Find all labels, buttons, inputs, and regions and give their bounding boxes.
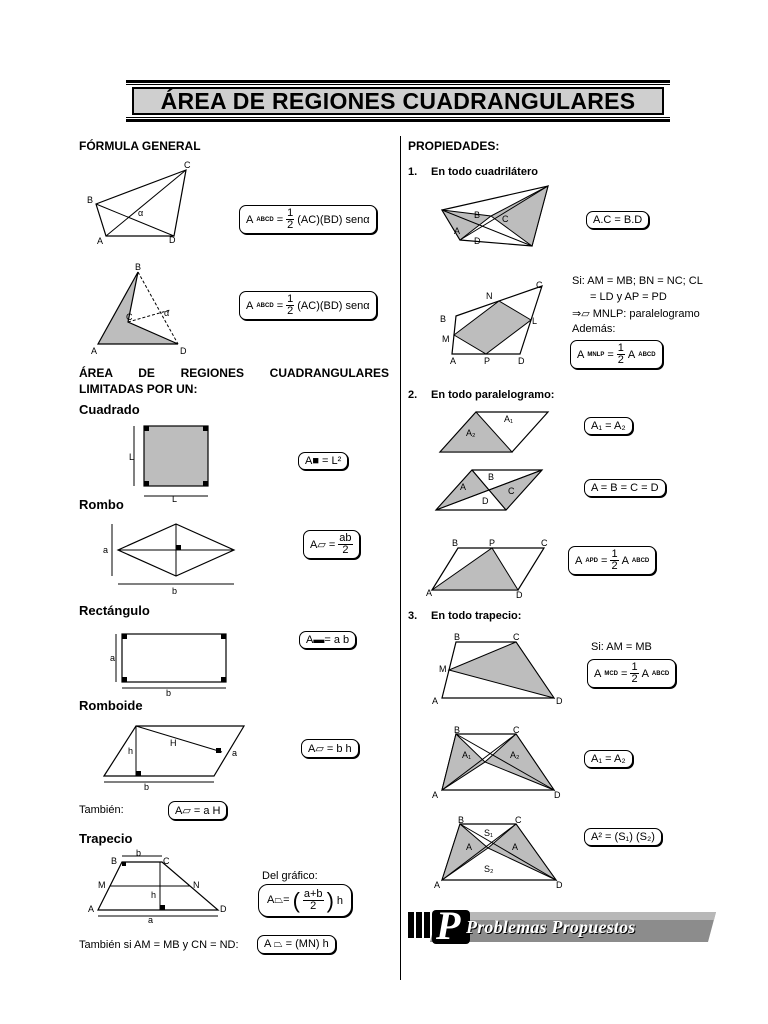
- svg-text:B: B: [488, 472, 495, 482]
- svg-text:B: B: [111, 856, 118, 866]
- rhombus-area-formula: A▱ = $\frac{ab}{2}$: [303, 530, 360, 559]
- svg-text:C: C: [126, 312, 133, 322]
- svg-text:D: D: [516, 590, 523, 598]
- general-area-formula-1: A ABCD = $\frac{1}{2}$ (AC)(BD) senα: [239, 205, 377, 234]
- svg-text:A: A: [88, 904, 95, 914]
- svg-text:D: D: [220, 904, 227, 914]
- svg-text:a: a: [232, 748, 238, 758]
- propiedades-heading: PROPIEDADES:: [408, 139, 500, 153]
- parallelogram-diagonal-figure: [436, 408, 556, 456]
- svg-text:b: b: [144, 782, 150, 792]
- svg-text:A: A: [512, 842, 519, 852]
- varignon-figure: [438, 280, 558, 364]
- banner-text: Problemas Propuestos: [466, 917, 636, 937]
- prop2-heading: En todo paralelogramo:: [431, 389, 555, 401]
- cuadrado-heading: Cuadrado: [79, 402, 140, 417]
- svg-text:A: A: [454, 226, 461, 236]
- rectangulo-heading: Rectángulo: [79, 603, 150, 618]
- trapezoid-midline-formula: A ⏢ = (MN) h: [257, 935, 336, 954]
- svg-text:b: b: [136, 848, 142, 858]
- svg-text:A: A: [426, 588, 433, 598]
- square-figure: [126, 420, 216, 504]
- rectangle-area-formula: A▬= a b: [299, 631, 356, 649]
- romboide-heading: Romboide: [79, 698, 143, 713]
- svg-text:C: C: [502, 214, 509, 224]
- svg-text:A₁: A₁: [462, 750, 472, 760]
- svg-text:N: N: [486, 291, 493, 301]
- parallelogram-apd-figure: [426, 536, 554, 598]
- svg-text:S₁: S₁: [484, 828, 494, 838]
- prop1b-line3: ⇒▱ MNLP: paralelogramo: [572, 308, 700, 320]
- svg-text:a: a: [110, 653, 116, 663]
- svg-text:B: B: [135, 262, 142, 272]
- svg-text:D: D: [556, 880, 563, 890]
- svg-text:h: h: [151, 890, 157, 900]
- prop1b-line4: Además:: [572, 323, 616, 335]
- parallelogram-figure: [96, 720, 256, 794]
- trapezoid-area-formula: A⏢= ( $\frac{a+b}{2}$ ) h: [258, 884, 352, 917]
- prop3-si-label: Si: AM = MB: [591, 641, 652, 653]
- svg-text:D: D: [556, 696, 563, 706]
- parallelogram-four-triangles-figure: [434, 466, 546, 512]
- trapecio-heading: Trapecio: [79, 831, 133, 846]
- trapezoid-equal-areas-figure: [430, 724, 566, 800]
- svg-text:a: a: [103, 545, 109, 555]
- prop1b-formula: A MNLP = $\frac{1}{2}$ A ABCD: [570, 340, 663, 369]
- svg-text:b: b: [166, 688, 172, 698]
- svg-text:A: A: [432, 696, 439, 706]
- svg-text:A: A: [460, 482, 467, 492]
- svg-text:B: B: [458, 815, 465, 825]
- banner-logo-letter: P: [436, 903, 461, 948]
- svg-text:D: D: [482, 496, 489, 506]
- prop2-formula-2: A = B = C = D: [584, 479, 666, 497]
- svg-text:A: A: [432, 790, 439, 800]
- prop1-formula: A.C = B.D: [586, 211, 649, 229]
- prop3-formula-1: A MCD = $\frac{1}{2}$ A ABCD: [587, 659, 676, 688]
- rhombus-figure: [100, 518, 240, 598]
- page-title: ÁREA DE REGIONES CUADRANGULARES: [132, 87, 664, 115]
- trapezoid-figure: [86, 848, 236, 924]
- svg-text:D: D: [169, 235, 176, 245]
- title-bar: [126, 80, 670, 122]
- svg-text:h: h: [128, 746, 134, 756]
- svg-text:B: B: [452, 538, 459, 548]
- prop1-heading: En todo cuadrilátero: [431, 166, 538, 178]
- tambien-label: También:: [79, 804, 124, 816]
- svg-text:L: L: [129, 452, 135, 462]
- column-divider: [400, 136, 401, 980]
- svg-text:A: A: [91, 346, 98, 356]
- svg-text:C: C: [513, 632, 520, 642]
- svg-text:A: A: [434, 880, 441, 890]
- limitadas-heading-2: LIMITADAS POR UN:: [79, 382, 198, 396]
- formula-general-heading: FÓRMULA GENERAL: [79, 139, 201, 153]
- svg-text:A₂: A₂: [466, 428, 476, 438]
- svg-text:a: a: [148, 915, 154, 924]
- svg-text:M: M: [442, 334, 450, 344]
- svg-text:A: A: [450, 356, 457, 364]
- general-area-formula-2: A ABCD = $\frac{1}{2}$ (AC)(BD) senα: [239, 291, 377, 320]
- general-quadrilateral-figure: [86, 158, 206, 248]
- svg-text:b: b: [172, 586, 178, 596]
- svg-text:C: C: [184, 160, 191, 170]
- prop3-number: 3.: [408, 610, 418, 622]
- quadrilateral-property-figure: [436, 182, 556, 252]
- prop3-formula-2: A₁ = A₂: [584, 750, 633, 768]
- prop2-formula-1: A₁ = A₂: [584, 417, 633, 435]
- prop2-formula-3: A APD = $\frac{1}{2}$ A ABCD: [568, 546, 656, 575]
- del-grafico-label: Del gráfico:: [262, 870, 318, 882]
- svg-text:α: α: [164, 308, 170, 318]
- nonconvex-quadrilateral-figure: [88, 262, 198, 358]
- limitadas-heading-1: ÁREA DE REGIONES CUADRANGULARES: [79, 366, 389, 380]
- svg-text:C: C: [536, 280, 543, 290]
- svg-text:H: H: [170, 738, 177, 748]
- svg-text:C: C: [541, 538, 548, 548]
- svg-text:C: C: [163, 856, 170, 866]
- svg-text:D: D: [180, 346, 187, 356]
- svg-text:B: B: [474, 210, 481, 220]
- prop1b-line1: Si: AM = MB; BN = NC; CL: [572, 275, 703, 287]
- parallelogram-area-formula: A▱ = b h: [301, 739, 359, 758]
- svg-text:A₁: A₁: [504, 414, 514, 424]
- svg-text:L: L: [532, 316, 538, 326]
- svg-text:S₂: S₂: [484, 864, 494, 874]
- prop1b-line2: = LD y AP = PD: [590, 291, 667, 303]
- trapezoid-mcd-figure: [430, 630, 566, 710]
- tambien-si-label: También si AM = MB y CN = ND:: [79, 939, 239, 951]
- svg-text:D: D: [518, 356, 525, 364]
- svg-text:D: D: [474, 236, 481, 246]
- svg-text:D: D: [554, 790, 561, 800]
- svg-text:A₂: A₂: [510, 750, 520, 760]
- prop1-number: 1.: [408, 166, 418, 178]
- svg-text:M: M: [439, 664, 447, 674]
- svg-text:B: B: [454, 725, 461, 735]
- rombo-heading: Rombo: [79, 497, 124, 512]
- problemas-propuestos-banner: [408, 903, 718, 948]
- rectangle-figure: [108, 628, 238, 698]
- prop3-heading: En todo trapecio:: [431, 610, 522, 622]
- svg-text:M: M: [98, 880, 106, 890]
- svg-text:C: C: [508, 486, 515, 496]
- svg-text:A: A: [97, 236, 104, 246]
- svg-text:α: α: [138, 208, 144, 218]
- prop2-number: 2.: [408, 389, 418, 401]
- svg-text:L: L: [172, 494, 178, 504]
- svg-text:B: B: [454, 632, 461, 642]
- parallelogram-alt-formula: A▱ = a H: [168, 801, 227, 820]
- square-area-formula: A■ = L²: [298, 452, 348, 470]
- svg-text:C: C: [513, 725, 520, 735]
- svg-text:N: N: [193, 880, 200, 890]
- svg-text:C: C: [515, 815, 522, 825]
- prop3-formula-3: A² = (S₁) (S₂): [584, 828, 662, 846]
- svg-text:P: P: [484, 356, 491, 364]
- svg-text:B: B: [87, 195, 94, 205]
- svg-text:P: P: [489, 538, 496, 548]
- svg-text:B: B: [440, 314, 447, 324]
- svg-text:A: A: [466, 842, 473, 852]
- trapezoid-s1s2-figure: [430, 814, 568, 890]
